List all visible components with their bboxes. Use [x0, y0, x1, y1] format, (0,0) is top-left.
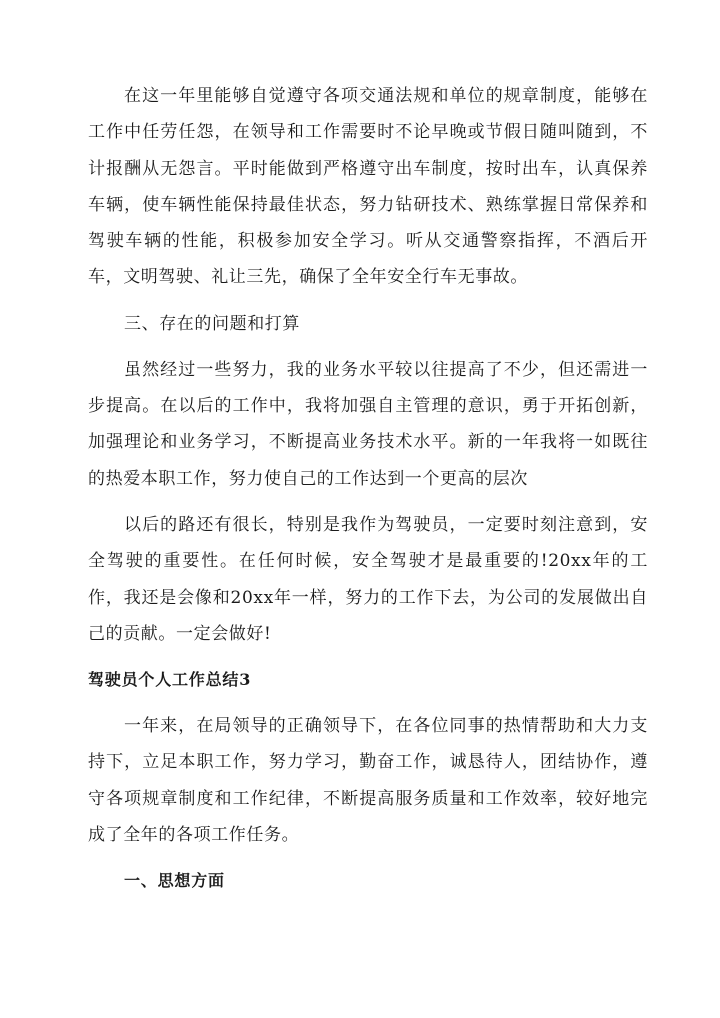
paragraph-future: 以后的路还有很长，特别是我作为驾驶员，一定要时刻注意到，安全驾驶的重要性。在任何时候，安全驾驶才是最重要的!20xx年的工作，我还是会像和20xx年一样，努力的工作下去，为公司的发展做出自己的贡献。一定会做好!: [88, 514, 648, 644]
section-heading-problems-plans: 三、存在的问题和打算: [124, 313, 300, 334]
document-page: [88, 78, 648, 899]
paragraph-improvement: 虽然经过一些努力，我的业务水平较以往提高了不少，但还需进一步提高。在以后的工作中，我将加强自主管理的意识，勇于开拓创新，加强理论和业务学习，不断提高业务技术水平。新的一年我将一如既往的热爱本职工作，努力使自己的工作达到一个更高的层次: [88, 359, 648, 489]
summary-title: 驾驶员个人工作总结3: [88, 670, 252, 690]
paragraph-safe-driving: 在这一年里能够自觉遵守各项交通法规和单位的规章制度，能够在工作中任劳任怨，在领导和工作需要时不论早晚或节假日随叫随到，不计报酬从无怨言。平时能做到严格遵守出车制度，按时出车，认真保养车辆，使车辆性能保持最佳状态，努力钻研技术、熟练掌握日常保养和驾驶车辆的性能，积极参加安全学习。听从交通警察指挥，不酒后开车，文明驾驶、礼让三先，确保了全年安全行车无事故。: [88, 86, 648, 288]
subheading-ideology: 一、思想方面: [124, 871, 225, 891]
paragraph-year-review: 一年来，在局领导的正确领导下，在各位同事的热情帮助和大力支持下，立足本职工作，努力学习，勤奋工作，诚恳待人，团结协作，遵守各项规章制度和工作纪律，不断提高服务质量和工作效率，较好地完成了全年的各项工作任务。: [88, 716, 648, 846]
